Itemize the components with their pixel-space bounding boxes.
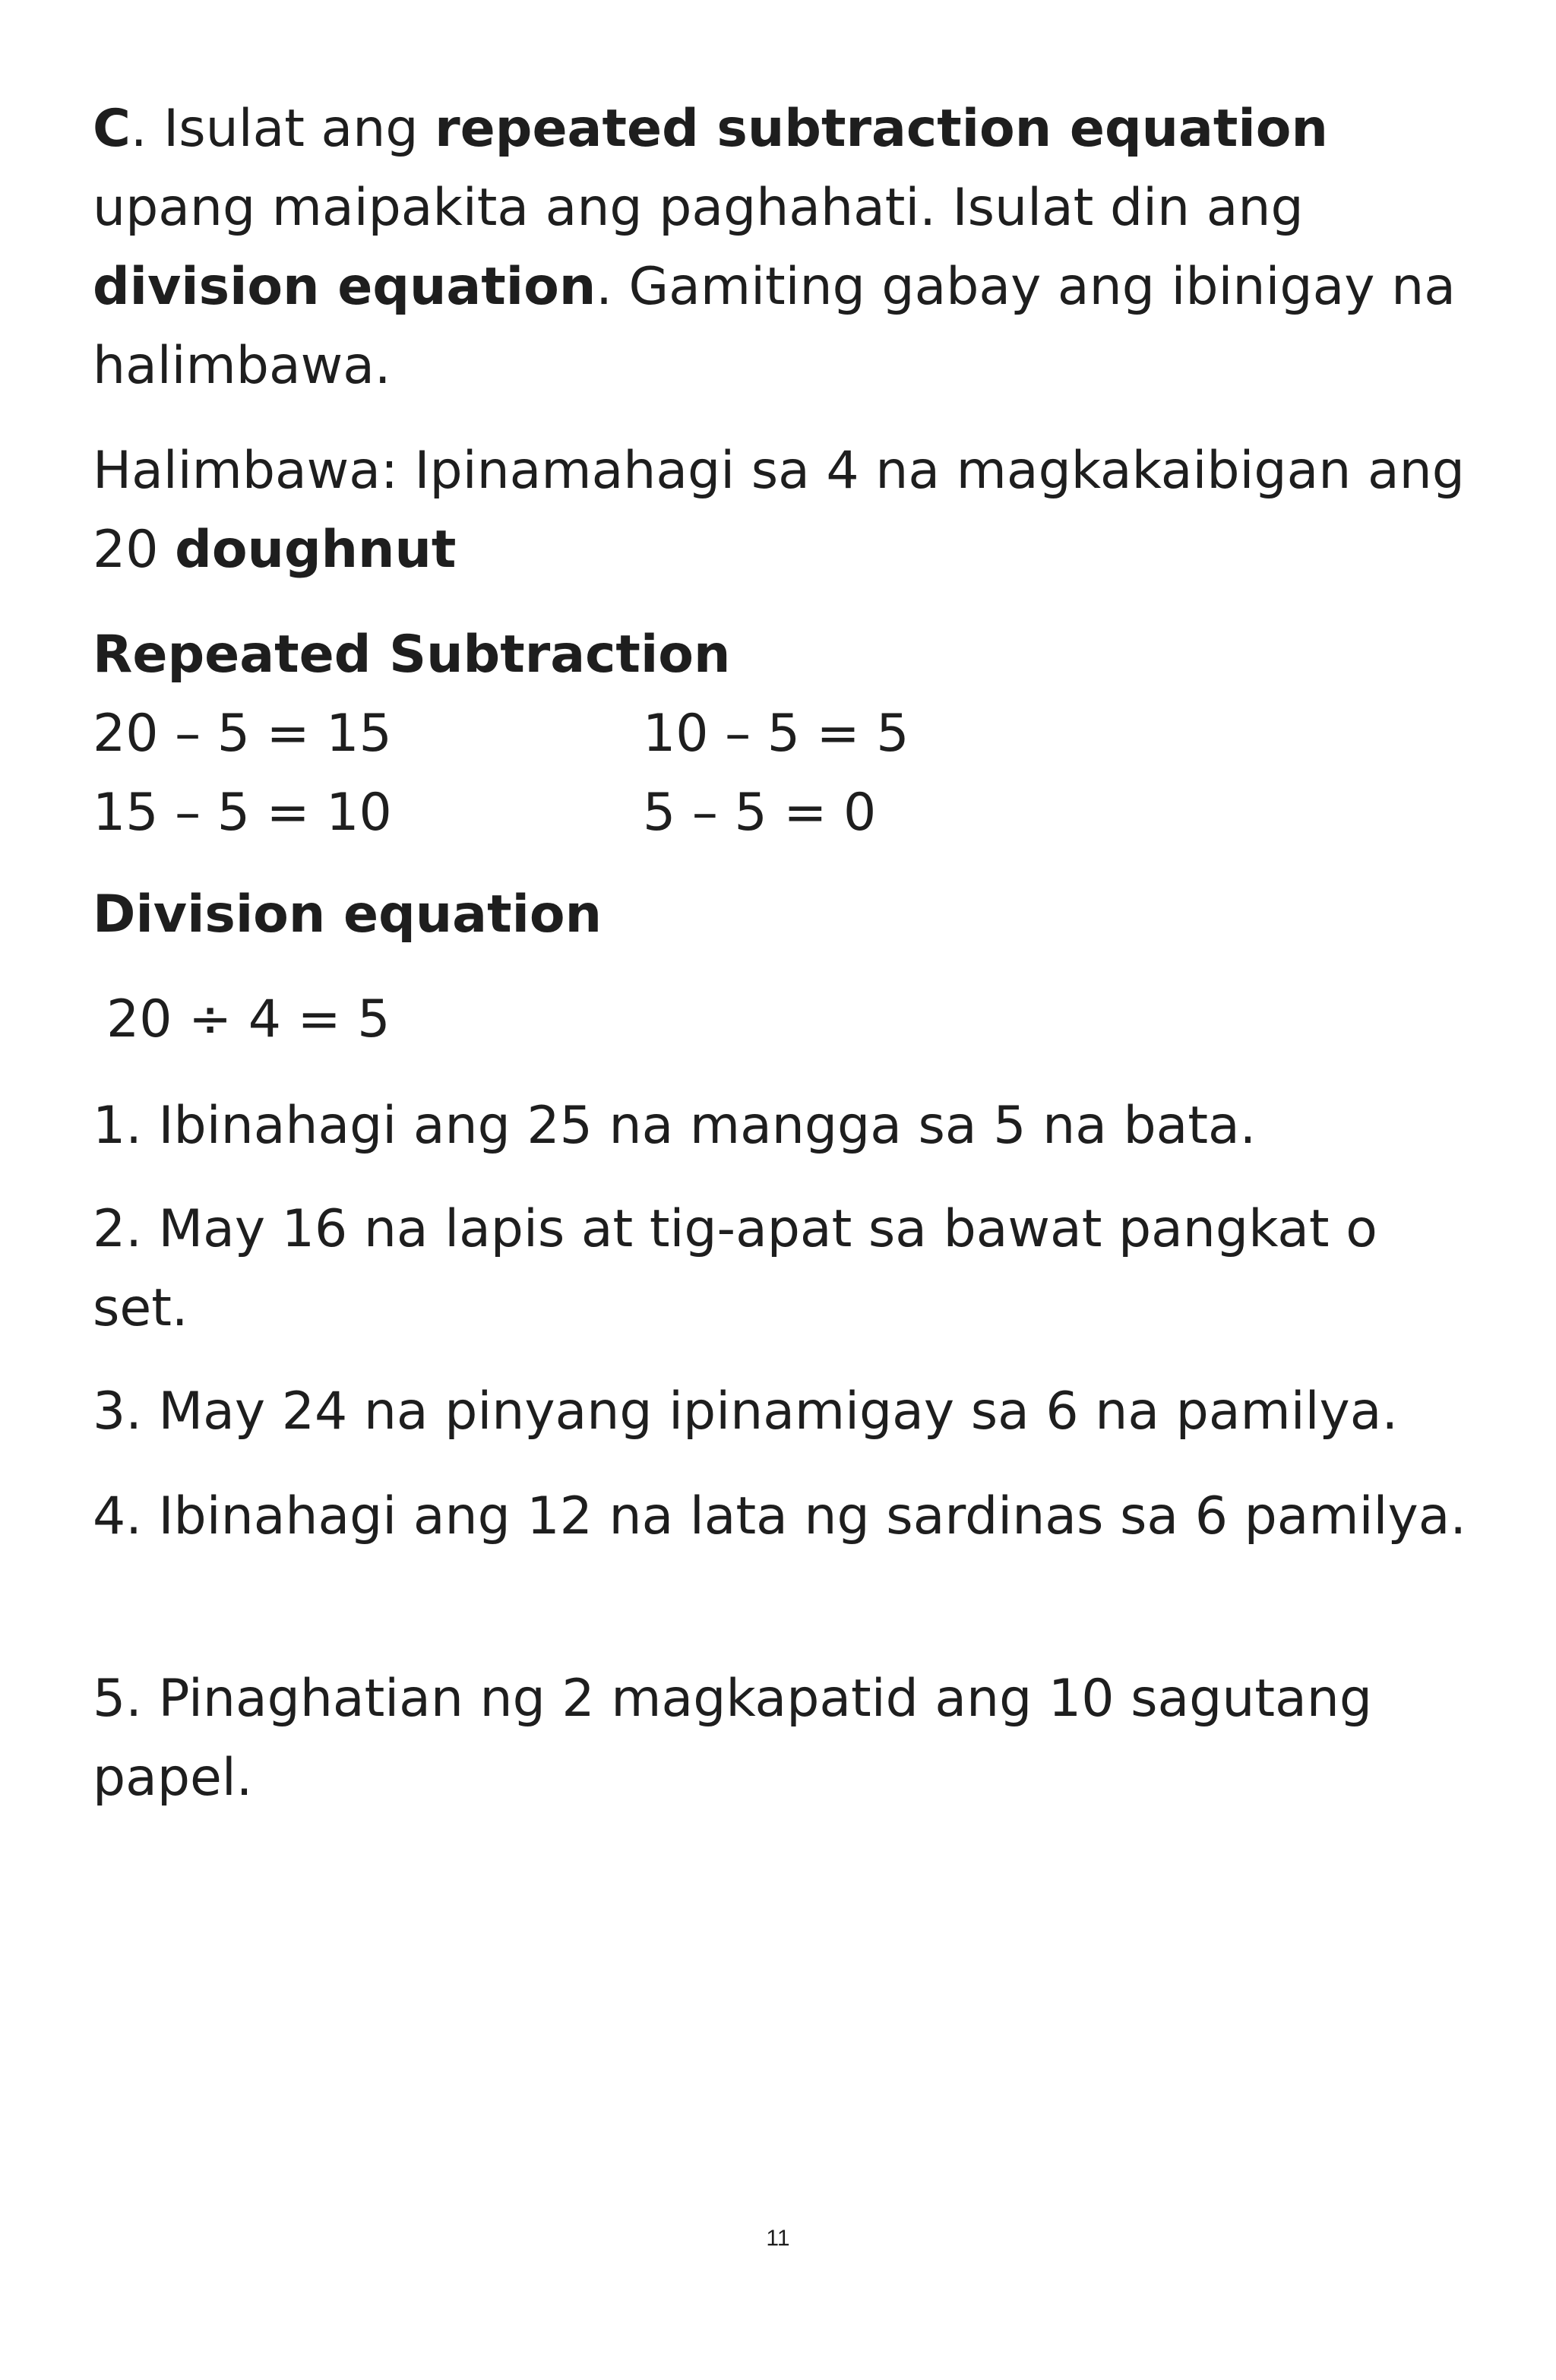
exercise-item: 4. Ibinahagi ang 12 na lata ng sardinas sa 6 pamilya. xyxy=(93,1486,1466,1546)
subtraction-equation: 5 – 5 = 0 xyxy=(643,783,877,843)
exercise-item: 3. May 24 na pinyang ipinamigay sa 6 na pamilya. xyxy=(93,1381,1399,1442)
instruction-bold-2: division equation xyxy=(93,257,596,317)
instruction-bold-1: repeated subtraction equation xyxy=(435,99,1328,159)
example-text: Halimbawa: Ipinamahagi sa 4 na magkakaibigan ang 20 xyxy=(93,441,1465,580)
subtraction-equation: 20 – 5 = 15 xyxy=(93,704,392,764)
division-equation-heading: Division equation xyxy=(93,885,602,945)
subtraction-equation: 15 – 5 = 10 xyxy=(93,783,392,843)
exercise-item: 2. May 16 na lapis at tig-apat sa bawat pangkat o set. xyxy=(93,1199,1377,1338)
instruction-text-3: . Gamiting gabay ang ibinigay na halimbawa. xyxy=(93,257,1456,396)
example-paragraph xyxy=(93,432,1475,590)
section-letter: C xyxy=(93,99,131,159)
exercise-item: 5. Pinaghatian ng 2 magkapatid ang 10 sagutang papel. xyxy=(93,1669,1373,1808)
subtraction-equation: 10 – 5 = 5 xyxy=(643,704,909,764)
exercise-item: 1. Ibinahagi ang 25 na mangga sa 5 na bata. xyxy=(93,1096,1257,1156)
instruction-paragraph xyxy=(93,90,1475,406)
instruction-text-1: . Isulat ang xyxy=(130,99,435,159)
division-equation: 20 ÷ 4 = 5 xyxy=(106,989,391,1049)
instruction-text-2: upang maipakita ang paghahati. Isulat din ang xyxy=(93,178,1304,238)
page-number: 11 xyxy=(766,2226,790,2251)
example-bold: doughnut xyxy=(175,520,457,580)
repeated-subtraction-heading: Repeated Subtraction xyxy=(93,625,731,685)
